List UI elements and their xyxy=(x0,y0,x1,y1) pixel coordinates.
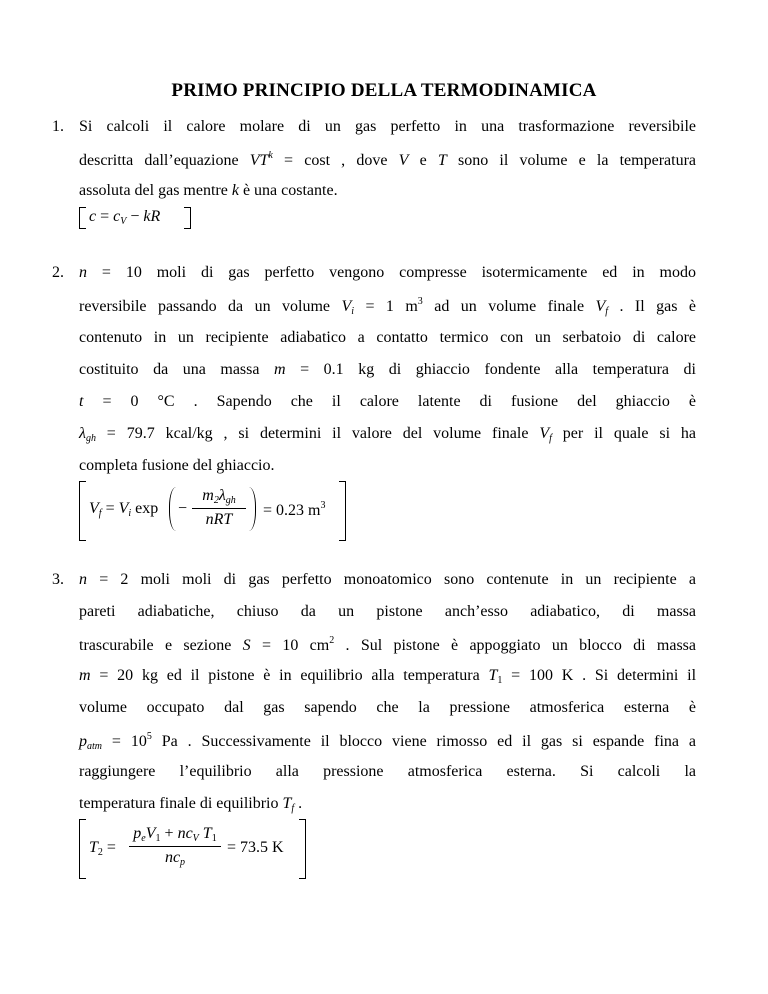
problem-number: 3. xyxy=(52,571,64,588)
problem-line: costituito da una massa m = 0.1 kg di ghiaccio fondente alla temperatura di xyxy=(79,361,697,378)
answer-formula: $T_2$ = $p_eV_1 + nc_V$ $T_1$ $nc_p$ = 73.5 K xyxy=(79,819,309,879)
problem-line: $p_{atm} = 10^5$ Pa . Successivamente il blocco viene rimosso ed il gas si espande fina a xyxy=(79,731,696,752)
page-title: PRIMO PRINCIPIO DELLA TERMODINAMICA xyxy=(171,80,597,101)
problem-line: contenuto in un recipiente adiabatico a contatto termico con un serbatoio di calore xyxy=(79,329,696,346)
problem-line: volume occupato dal gas sapendo che la pressione atmosferica esterna è xyxy=(79,699,696,716)
problem-line: completa fusione del ghiaccio. xyxy=(79,457,275,474)
problem-line: n = 10 moli di gas perfetto vengono compresse isotermicamente ed in modo xyxy=(79,264,696,281)
problem-line: $\lambda_{gh} = 79.7$ kcal/kg , si determini il valore del volume finale $V_f$ per il quale si ha xyxy=(79,425,696,444)
problem-line: temperatura finale di equilibrio $T_f$ . xyxy=(79,795,303,814)
problem-line: m = 20 kg ed il pistone è in equilibrio alla temperatura $T_1 = 100$ K . Si determini il xyxy=(79,667,697,686)
problem-line: raggiungere l’equilibrio alla pressione atmosferica esterna. Si calcoli la xyxy=(79,763,696,780)
problem-line: n = 2 moli moli di gas perfetto monoatomico sono contenute in un recipiente a xyxy=(79,571,696,588)
problem-line: Si calcoli il calore molare di un gas perfetto in una trasformazione reversibile xyxy=(79,118,696,135)
answer-formula: $V_f = V_i$ exp − $m_2\lambda_{gh}$ nRT = 0.23 $m^3$ xyxy=(79,481,349,541)
problem-number: 2. xyxy=(52,264,64,281)
problem-line: t = 0 °C . Sapendo che il calore latente di fusione del ghiaccio è xyxy=(79,393,696,410)
problem-line: assoluta del gas mentre k è una costante. xyxy=(79,182,338,199)
problem-line: reversibile passando da un volume $V_i = 1$ $m^3$ ad un volume finale $V_f$ . Il gas è xyxy=(79,296,697,317)
problem-line: descritta dall’equazione $VT^k = \cos t$ , dove V e T sono il volume e la temperatura xyxy=(79,150,697,169)
problem-line: pareti adiabatiche, chiuso da un pistone anch’esso adiabatico, di massa xyxy=(79,603,696,620)
problem-number: 1. xyxy=(52,118,64,135)
problem-line: trascurabile e sezione S = 10 $cm^2$ . Sul pistone è appoggiato un blocco di massa xyxy=(79,635,697,654)
